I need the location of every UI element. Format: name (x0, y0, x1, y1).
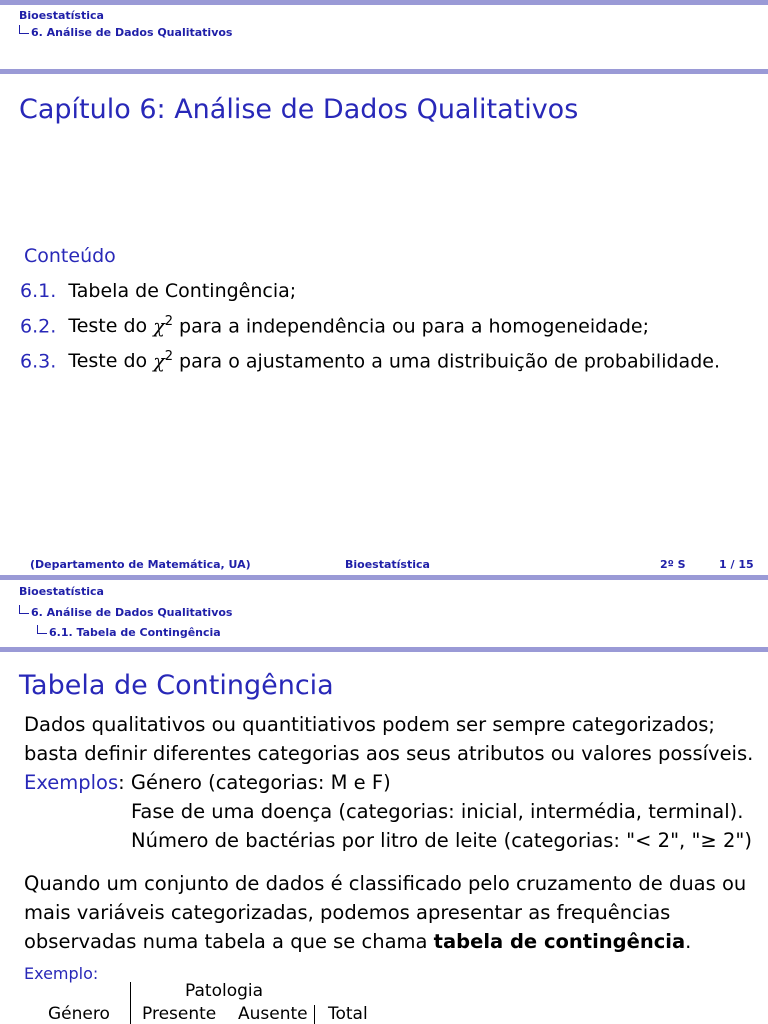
chi-symbol: χ (153, 315, 165, 338)
table-vertical-rule (314, 1005, 315, 1024)
tree-corner-icon (37, 625, 47, 634)
breadcrumb-level-2[interactable]: 6. Análise de Dados Qualitativos (31, 606, 233, 619)
slide-separator-bar (0, 575, 768, 580)
contents-item[interactable] (20, 349, 720, 372)
text-line: observadas numa tabela a que se chama (24, 930, 434, 953)
superscript: 2 (164, 314, 173, 329)
bold-term: tabela de contingência (433, 930, 686, 953)
example-line: : Género (categorias: M e F) (118, 771, 391, 794)
paragraph-1 (24, 710, 753, 768)
text-line: Dados qualitativos ou quantitiativos podem ser sempre categorizados; (24, 713, 715, 736)
table-column-header: Ausente (238, 1004, 308, 1024)
example-label-text: Exemplo (24, 964, 93, 983)
breadcrumb (19, 9, 232, 40)
examples-label: Exemplos (24, 771, 119, 794)
item-number: 6.3. (20, 350, 57, 373)
contents-item[interactable] (20, 280, 296, 302)
breadcrumb (19, 585, 232, 640)
table-vertical-rule (130, 982, 131, 1024)
superscript: 2 (164, 349, 173, 364)
item-text-post: para a independência ou para a homogeneidade; (172, 315, 649, 338)
slide-title: Tabela de Contingência (19, 670, 334, 701)
paragraph-2 (24, 869, 746, 956)
example-line: Número de bactérias por litro de leite (categorias: "< 2", "≥ 2") (131, 829, 752, 852)
item-text-pre: Teste do (68, 350, 154, 373)
footer-semester: 2º S (660, 558, 686, 571)
breadcrumb-level-2[interactable]: 6. Análise de Dados Qualitativos (31, 26, 233, 39)
example-line: Fase de uma doença (categorias: inicial, intermédia, terminal). (131, 800, 744, 823)
text-line: mais variáveis categorizadas, podemos apresentar as frequências (24, 901, 671, 924)
breadcrumb-level-3[interactable]: 6.1. Tabela de Contingência (49, 626, 221, 639)
item-text: Tabela de Contingência; (68, 280, 297, 302)
item-number: 6.2. (20, 315, 57, 338)
text-line: basta definir diferentes categorias aos seus atributos ou valores possíveis. (24, 742, 754, 765)
footer-page-number: 1 / 15 (719, 558, 754, 571)
footer-center: Bioestatística (345, 558, 430, 571)
examples-block (24, 768, 752, 855)
item-text-post: para o ajustamento a uma distribuição de probabilidade. (172, 350, 720, 373)
slide-title: Capítulo 6: Análise de Dados Qualitativos (19, 94, 579, 125)
chi-symbol: χ (153, 350, 165, 373)
period: . (685, 930, 692, 953)
table-column-header: Presente (142, 1004, 217, 1024)
tree-corner-icon (19, 25, 29, 34)
item-number: 6.1. (20, 280, 57, 302)
text-line: Quando um conjunto de dados é classificado pelo cruzamento de duas ou (24, 872, 747, 895)
header-divider (0, 647, 768, 652)
header-divider (0, 69, 768, 74)
table-group-header: Patologia (185, 981, 264, 1001)
footer-left: (Departamento de Matemática, UA) (30, 558, 251, 571)
table-row-header: Género (48, 1004, 110, 1024)
breadcrumb-level-1[interactable]: Bioestatística (19, 585, 104, 598)
example-colon: : (92, 964, 99, 983)
item-text-pre: Teste do (68, 315, 154, 338)
example-label (24, 964, 98, 983)
contents-heading: Conteúdo (24, 245, 116, 267)
tree-corner-icon (19, 605, 29, 614)
table-column-header: Total (328, 1004, 368, 1024)
breadcrumb-level-1[interactable]: Bioestatística (19, 9, 104, 22)
contents-item[interactable] (20, 314, 649, 337)
top-bar (0, 0, 768, 5)
